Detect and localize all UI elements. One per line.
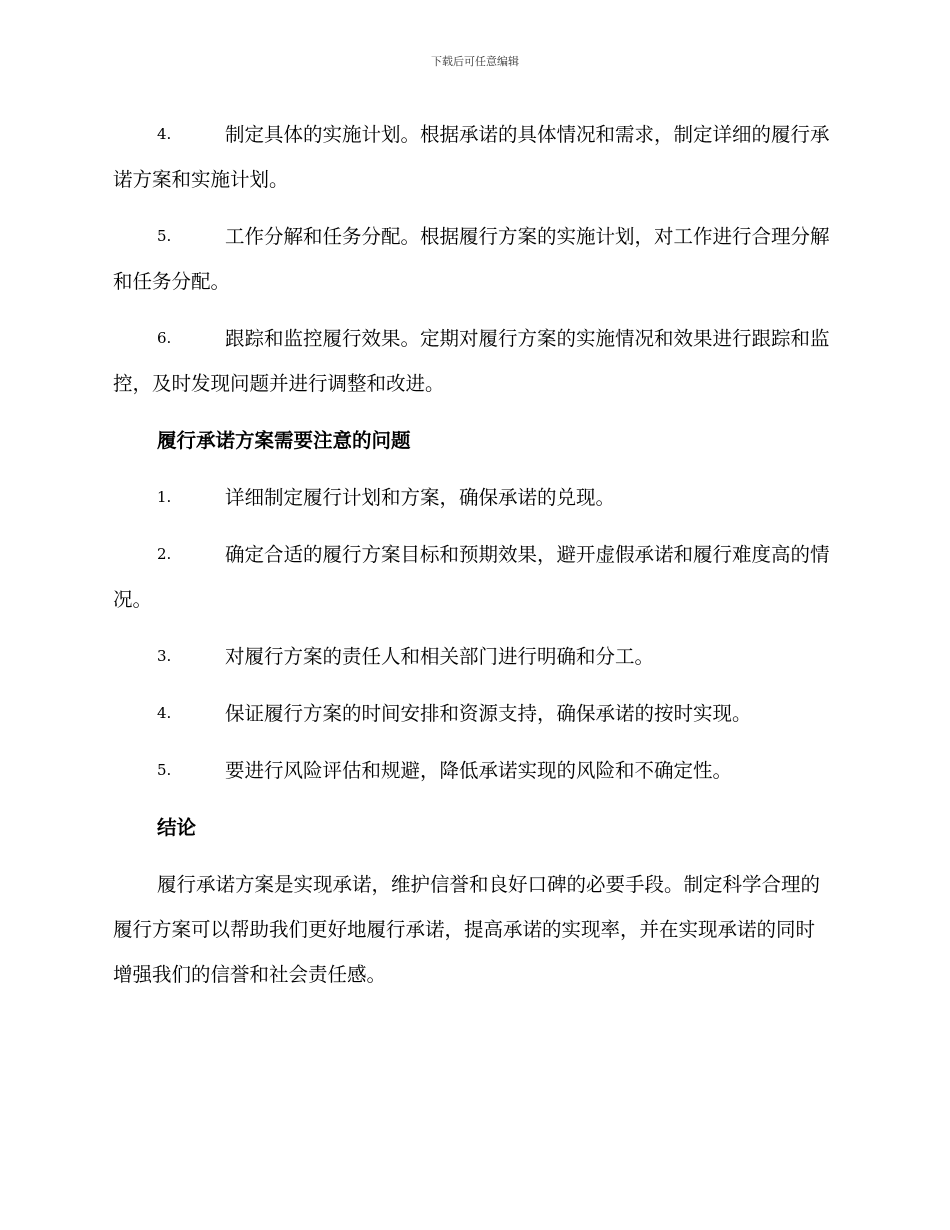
list-item — [113, 316, 833, 406]
list-item — [113, 748, 833, 793]
list-item — [113, 112, 833, 202]
list-item-text: 详细制定履行计划和方案，确保承诺的兑现。 — [225, 486, 616, 509]
list-item-number: 5. — [157, 227, 172, 245]
list-item-number: 5. — [157, 761, 172, 779]
list-item-text: 制定具体的实施计划。根据承诺的具体情况和需求，制定详细的履行承诺方案和实施计划。 — [113, 123, 830, 191]
list-item-text: 工作分解和任务分配。根据履行方案的实施计划，对工作进行合理分解和任务分配。 — [113, 225, 830, 293]
list-item-number: 1. — [157, 488, 172, 506]
list-item — [113, 214, 833, 304]
list-item-text: 确定合适的履行方案目标和预期效果，避开虚假承诺和履行难度高的情况。 — [113, 543, 830, 611]
conclusion-paragraph: 履行承诺方案是实现承诺，维护信誉和良好口碑的必要手段。制定科学合理的履行方案可以帮助我们更好地履行承诺，提高承诺的实现率，并在实现承诺的同时增强我们的信誉和社会责任感。 — [113, 873, 821, 986]
list-item-number: 2. — [157, 545, 172, 563]
list-item-number: 4. — [157, 704, 172, 722]
list-item-number: 4. — [157, 125, 172, 143]
list-item — [113, 634, 833, 679]
section-heading-notes: 履行承诺方案需要注意的问题 — [157, 429, 411, 452]
list-item-text: 跟踪和监控履行效果。定期对履行方案的实施情况和效果进行跟踪和监控，及时发现问题并进行调整和改进。 — [113, 327, 830, 395]
page-header: 下载后可任意编辑 — [431, 55, 519, 68]
list-item-text: 保证履行方案的时间安排和资源支持，确保承诺的按时实现。 — [225, 702, 752, 725]
document-body — [113, 112, 833, 997]
list-item-number: 3. — [157, 647, 172, 665]
list-item-text: 对履行方案的责任人和相关部门进行明确和分工。 — [225, 645, 655, 668]
list-item — [113, 691, 833, 736]
list-item-number: 6. — [157, 329, 172, 347]
list-item — [113, 532, 833, 622]
list-item-text: 要进行风险评估和规避，降低承诺实现的风险和不确定性。 — [225, 759, 733, 782]
list-item — [113, 475, 833, 520]
section-heading-conclusion: 结论 — [157, 816, 197, 839]
